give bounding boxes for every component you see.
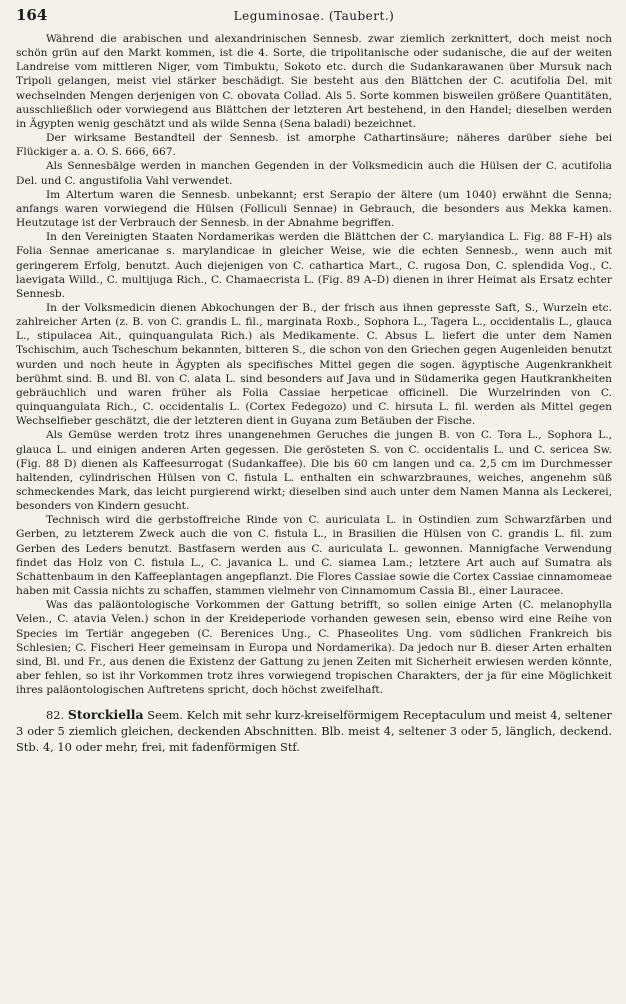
paragraph-antiquity: Im Altertum waren die Sennesb. unbekannt; erst Serapio der ältere (um 1040) erwähnt die Senna; anfangs waren vorwiegend die Hülsen (Folliculi Sennae) in Gebrauch, die besonders aus Mekka kamen. Heutzutage ist der Verbrauch der Sennesb. in der Abnahme begriffen. — [16, 188, 612, 230]
genus-author: Seem. — [147, 708, 184, 723]
paragraph-senna-varieties: Während die arabischen und alexandrinischen Sennesb. zwar ziemlich zerknittert, doch meist noch schön grün auf den Markt kommen, ist die 4. Sorte, die tripolitanische oder sudanische, die auf der weiten Landreise vom mittleren Niger, vom Timbuktu, Sokoto etc. durch die Sudankarawanen über Mursuk nach Tripoli gelangen, meist viel stärker beschädigt. Sie besteht aus den Blättchen der C. acutifolia Del. mit wechselnden Mengen derjenigen von C. obovata Collad. Als 5. Sorte kommen bisweilen größere Quantitäten, ausschließlich oder vorwiegend aus Blättchen der letzteren Art bestehend, in den Handel; dieselben werden in Ägypten wenig geschätzt und als wilde Senna (Sena baladi) bezeichnet. — [16, 33, 612, 130]
page-header — [16, 6, 612, 32]
paragraph-active-ingredient: Der wirksame Bestandteil der Sennesb. ist amorphe Cathartinsäure; näheres darüber siehe bei Flückiger a. a. O. S. 666, 667. — [16, 132, 612, 159]
paragraph-vegetable-use: Als Gemüse werden trotz ihres unangenehmen Geruches die jungen B. von C. Tora L., Sophora L., glauca L. und einigen anderen Arten gegessen. Die gerösteten S. von C. occidentalis L. und C. sericea Sw. (Fig. 88 D) dienen als Kaffeesurrogat (Sudankaffee). Die bis 60 cm langen und ca. 2,5 cm im Durchmesser haltenden, cylindrischen Hülsen von C. fistula L. enthalten ein schwarzbraunes, weiches, angenehm süß schmeckendes Mark, das leicht purgierend wirkt; dieselben sind auch unter dem Namen Manna als Leckerei, besonders von Kindern gesucht. — [16, 429, 612, 513]
page-body — [16, 32, 612, 755]
paragraph-north-america: In den Vereinigten Staaten Nordamerikas werden die Blättchen der C. marylandica L. Fig. 88 F–H) als Folia Sennae americanae s. marylandicae in gleicher Weise, wie die echten Sennesb., wenn auch mit geringerem Erfolg, benutzt. Auch diejenigen von C. cathartica Mart., C. rugosa Don, C. splendida Vog., C. laevigata Willd., C. multijuga Rich., C. Chamaecrista L. (Fig. 89 A–D) dienen in ihrer Heimat als Ersatz echter Sennesb. — [16, 231, 612, 300]
paragraph-paleontology: Was das paläontologische Vorkommen der Gattung betrifft, so sollen einige Arten (C. melanophylla Velen., C. atavia Velen.) schon in der Kreideperiode vorhanden gewesen sein, ebenso wird eine Reihe von Species im Tertiär angegeben (C. Berenices Ung., C. Phaseolites Ung. vom südlichen Frankreich bis Schlesien; C. Fischeri Heer gemeinsam in Europa und Nordamerika). Da jedoch nur B. dieser Arten erhalten sind, Bl. und Fr., aus denen die Existenz der Gattung zu jenen Zeiten mit Sicherheit erwiesen werden könnte, aber fehlen, so ist ihr Vorkommen trotz ihres vorwiegend tropischen Charakters, der ja für eine Möglichkeit ihres paläontologischen Auftretens spricht, doch höchst zweifelhaft. — [16, 599, 612, 697]
paragraph-senna-pods: Als Sennesbälge werden in manchen Gegenden in der Volksmedicin auch die Hülsen der C. acutifolia Del. und C. angustifolia Vahl verwendet. — [16, 160, 612, 187]
genus-number: 82. — [46, 708, 65, 723]
genus-entry — [16, 707, 612, 755]
page-number: 164 — [16, 6, 48, 24]
paragraph-technical-use: Technisch wird die gerbstoffreiche Rinde von C. auriculata L. in Ostindien zum Schwarzfärben und Gerben, zu letzterem Zweck auch die von C. fistula L., in Brasilien die Hülsen von C. grandis L. fil. zum Gerben des Leders benutzt. Bastfasern werden aus C. auriculata L. gewonnen. Mannigfache Verwendung findet das Holz von C. fistula L., C. javanica L. und C. siamea Lam.; letztere Art auch auf Sumatra als Schattenbaum in den Kaffeeplantagen angepflanzt. Die Flores Cassiae sowie die Cortex Cassiae cinnamomeae haben mit Cassia nichts zu schaffen, stammen vielmehr von Cinnamomum Cassia Bl., einer Lauracee. — [16, 514, 612, 598]
paragraph-folk-medicine: In der Volksmedicin dienen Abkochungen der B., der frisch aus ihnen gepresste Saft, S., Wurzeln etc. zahlreicher Arten (z. B. von C. grandis L. fil., marginata Roxb., Sophora L., Tagera L., occidentalis L., glauca L., stipulacea Ait., quinquangulata Rich.) als Medikamente. C. Absus L. liefert die unter dem Namen Tschischim, auch Tscheschum bekannten, bitteren S., die schon von den Griechen gegen Augenleiden benutzt wurden und noch heute in Ägypten als specifisches Mittel gegen die sogen. ägyptische Augenkrankheit berühmt sind. B. und Bl. von C. alata L. sind besonders auf Java und in Südamerika gegen Hautkrankheiten gebräuchlich und waren früher als Folia Cassiae herpeticae officinell. Die Wurzelrinden von C. quinquangulata Rich., C. occidentalis L. (Cortex Fedegozo) und C. hirsuta L. fil. werden als Mittel gegen Wechselfieber geschätzt, die der letzteren dient in Guyana zum Betäuben der Fische. — [16, 301, 612, 428]
genus-name: Storckiella — [67, 707, 144, 723]
genus-description: Kelch mit sehr kurz-kreiselförmigem Receptaculum und meist 4, seltener 3 oder 5 ziemlich gleichen, deckenden Abschnitten. Blb. meist 4, seltener 3 oder 5, länglich, deckend. Stb. 4, 10 oder mehr, frei, mit fadenförmigen Stf. — [16, 708, 612, 755]
running-title: Leguminosae. (Taubert.) — [233, 9, 395, 23]
